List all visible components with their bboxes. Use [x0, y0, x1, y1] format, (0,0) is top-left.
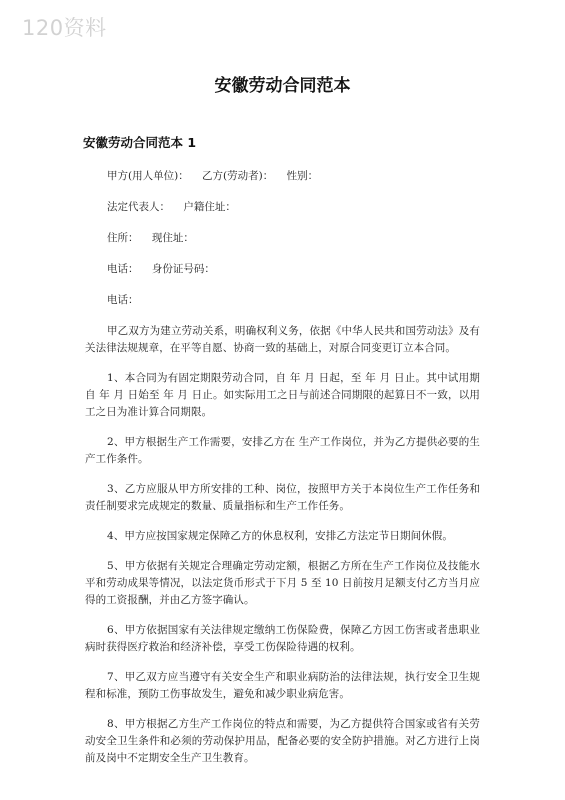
paragraph-clause-6: 6、甲方依据国家有关法律规定缴纳工伤保险费，保障乙方因工伤害或者患职业病时获得医疗救治和经济补偿，享受工伤保险待遇的权利。	[85, 624, 480, 653]
field-phone-line: 电话：	[107, 294, 139, 306]
section-title: 安徽劳动合同范本 1	[83, 135, 197, 150]
field-phone-id-line: 电话： 身份证号码：	[107, 263, 215, 275]
field-representative-line: 法定代表人： 户籍住址：	[107, 201, 236, 213]
field-party-line: 甲方(用人单位)： 乙方(劳动者)： 性别：	[107, 170, 319, 182]
paragraph-clause-5: 5、甲方依据有关规定合理确定劳动定额，根据乙方所在生产工作岗位及技能水平和劳动成果等情况，以法定货币形式于下月 5 至 10 日前按月足额支付乙方当月应得的工资报酬，并由乙方签字确认。	[85, 560, 480, 606]
watermark-logo: 120资料	[22, 16, 107, 40]
contract-body	[85, 168, 480, 780]
paragraph-clause-3: 3、乙方应服从甲方所安排的工种、岗位，按照甲方关于本岗位生产工作任务和责任制要求完成规定的数量、质量指标和生产工作任务。	[85, 483, 480, 512]
document-title: 安徽劳动合同范本	[214, 76, 351, 96]
paragraph-clause-2: 2、甲方根据生产工作需要，安排乙方在 生产工作岗位，并为乙方提供必要的生产工作条件。	[85, 436, 480, 465]
paragraph-clause-8: 8、甲方根据乙方生产工作岗位的特点和需要，为乙方提供符合国家或省有关劳动安全卫生条件和必须的劳动保护用品，配备必要的安全防护措施。对乙方进行上岗前及岗中不定期安全生产卫生教育。	[85, 718, 480, 764]
paragraph-clause-1: 1、本合同为有固定期限劳动合同，自 年 月 日起，至 年 月 日止。其中试用期自 年 月 日始至 年 月 日止。如实际用工之日与前述合同期限的起算日不一致，以用工之日为准计算合同期限。	[85, 372, 480, 418]
field-address-line: 住所： 现住址：	[107, 232, 194, 244]
paragraph-preamble: 甲乙双方为建立劳动关系，明确权利义务，依据《中华人民共和国劳动法》及有关法律法规规章，在平等自愿、协商一致的基础上，对原合同变更订立本合同。	[85, 325, 480, 354]
paragraph-clause-4: 4、甲方应按国家规定保障乙方的休息权利，安排乙方法定节日期间休假。	[107, 530, 453, 542]
paragraph-clause-7: 7、甲乙双方应当遵守有关安全生产和职业病防治的法律法规，执行安全卫生规程和标准，预防工伤事故发生，避免和减少职业病危害。	[85, 671, 480, 700]
